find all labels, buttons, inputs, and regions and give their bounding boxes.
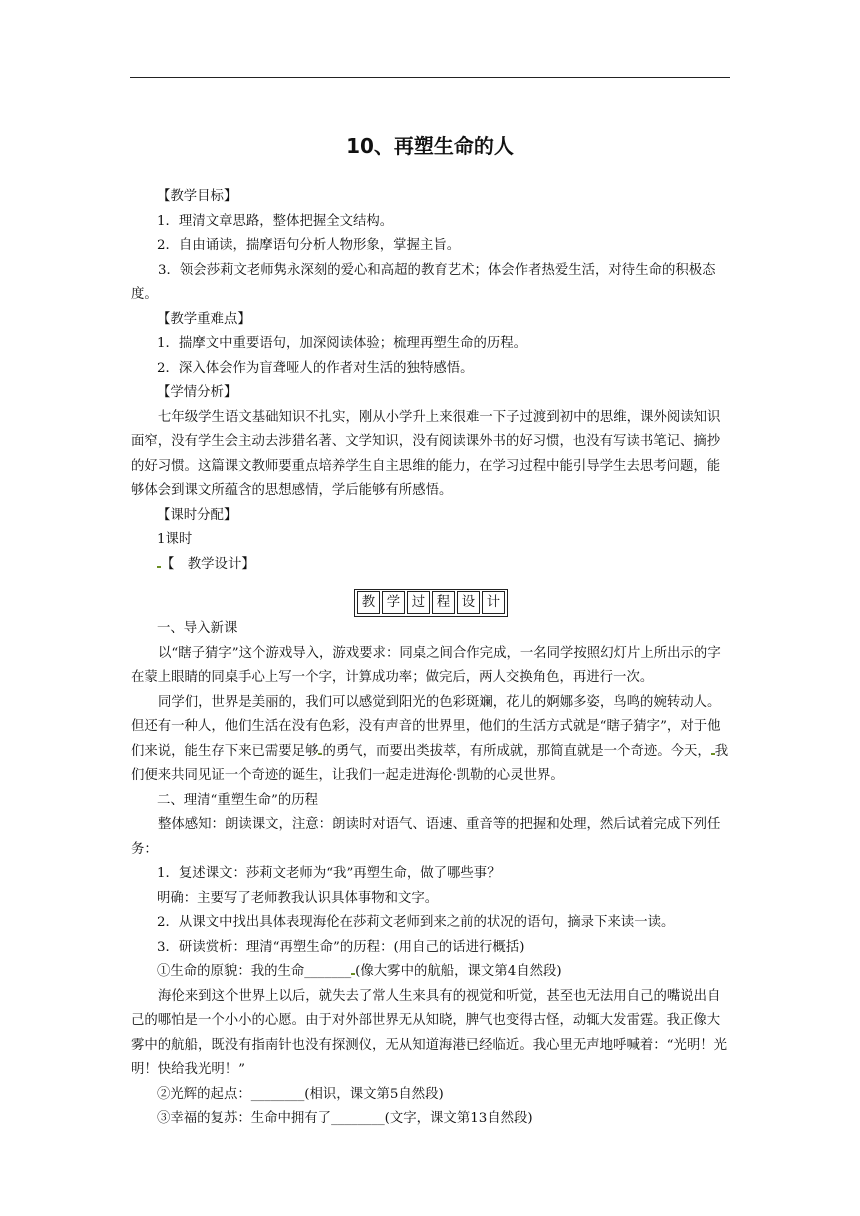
paragraph: 整体感知：朗读课文，注意：朗读时对语气、语速、重音等的把握和处理，然后试着完成下列任务： bbox=[131, 817, 721, 857]
section-heading-key: 【教学重难点】 bbox=[157, 311, 251, 327]
banner-char: 计 bbox=[482, 591, 505, 614]
analysis-paragraph: 七年级学生语文基础知识不扎实，刚从小学升上来很难一下子过渡到初中的思维，课外阅读知识面窄，没有学生会主动去涉猎名著、文学知识，没有阅读课外书的好习惯，也没有写读书笔记、摘抄的好习惯。这篇课文教师要重点培养学生自主思维的能力，在学习过程中能引导学生去思考问题，能够体会到课文所蕴含的思想感情，学后能够有所感悟。 bbox=[131, 409, 721, 498]
banner-char: 过 bbox=[407, 591, 430, 614]
page-title: 10、再塑生命的人 bbox=[346, 134, 514, 158]
banner-char: 教 bbox=[357, 591, 380, 614]
goal-item: 2．自由诵读，揣摩语句分析人物形象，掌握主旨。 bbox=[157, 238, 461, 253]
task-answer: 明确：主要写了老师教我认识具体事物和文字。 bbox=[157, 890, 439, 906]
section-heading-goals: 【教学目标】 bbox=[157, 189, 238, 204]
period-text: 1课时 bbox=[157, 532, 193, 547]
task-item: 1．复述课文：莎莉文老师为“我”再塑生命，做了哪些事？ bbox=[157, 866, 501, 881]
banner-char: 设 bbox=[457, 591, 480, 614]
goal-item: 3．领会莎莉文老师隽永深刻的爱心和高超的教育艺术；体会作者热爱生活，对待生命的积极态度。 bbox=[131, 262, 716, 302]
key-item: 1．揣摩文中重要语句，加深阅读体验；梳理再塑生命的历程。 bbox=[157, 336, 528, 351]
paragraph: 同学们，世界是美丽的，我们可以感觉到阳光的色彩斑斓，花儿的婀娜多姿，鸟鸣的婉转动人。但还有一种人，他们生活在没有色彩，没有声音的世界里，他们的生活方式就是“瞎子猜字”，对于他们来说，能生存下来已需要足够 的勇气，而要出类拔萃，有所成就，那简直就是一个奇迹。今天， 我们便来共同见证一个奇迹的诞生，让我们一起走进海伦·凯勒的心灵世界。 bbox=[131, 694, 729, 783]
goal-item: 1．理清文章思路，整体把握全文结构。 bbox=[157, 213, 394, 229]
task-item: 2．从课文中找出具体表现海伦在莎莉文老师到来之前的状况的语句，摘录下来读一读。 bbox=[157, 915, 675, 930]
banner-char: 学 bbox=[382, 591, 405, 614]
design-banner bbox=[131, 589, 731, 611]
section-heading-design: 【 教学设计】 bbox=[131, 553, 731, 578]
section-heading-analysis: 【学情分析】 bbox=[157, 385, 238, 400]
paragraph: 以“瞎子猜字”这个游戏导入，游戏要求：同桌之间合作完成，一名同学按照幻灯片上所出示的字在蒙上眼睛的同桌手心上写一个字，计算成功率；做完后，两人交换角色，再进行一次。 bbox=[131, 645, 721, 685]
task-item: 3．研读赏析：理清“再塑生命”的历程：(用自己的话进行概括) bbox=[157, 939, 525, 955]
key-item: 2．深入体会作为盲聋哑人的作者对生活的独特感悟。 bbox=[157, 360, 474, 376]
header-rule bbox=[130, 77, 730, 78]
section-heading-period: 【课时分配】 bbox=[157, 507, 238, 523]
stage-item: ①生命的原貌：我的生命_______ (像大雾中的航船，课文第4自然段) bbox=[157, 964, 562, 979]
part-heading: 一、导入新课 bbox=[157, 621, 238, 636]
document-body bbox=[131, 185, 731, 1132]
stage-item: ③幸福的复苏：生命中拥有了________(文字，课文第13自然段) bbox=[157, 1111, 533, 1126]
design-banner-box bbox=[354, 589, 508, 617]
part-heading: 二、理清“重塑生命”的历程 bbox=[157, 792, 318, 808]
stage-item: ②光辉的起点：________(相识，课文第5自然段) bbox=[157, 1086, 444, 1102]
banner-char: 程 bbox=[432, 591, 455, 614]
paragraph: 海伦来到这个世界上以后，就失去了常人生来具有的视觉和听觉，甚至也无法用自己的嘴说出自己的哪怕是一个小小的心愿。由于对外部世界无从知晓，脾气也变得古怪，动辄大发雷霆。我正像大雾中的航船，既没有指南针也没有探测仪，无从知道海港已经临近。我心里无声地呼喊着：“光明！光明！快给我光明！” bbox=[131, 988, 728, 1077]
